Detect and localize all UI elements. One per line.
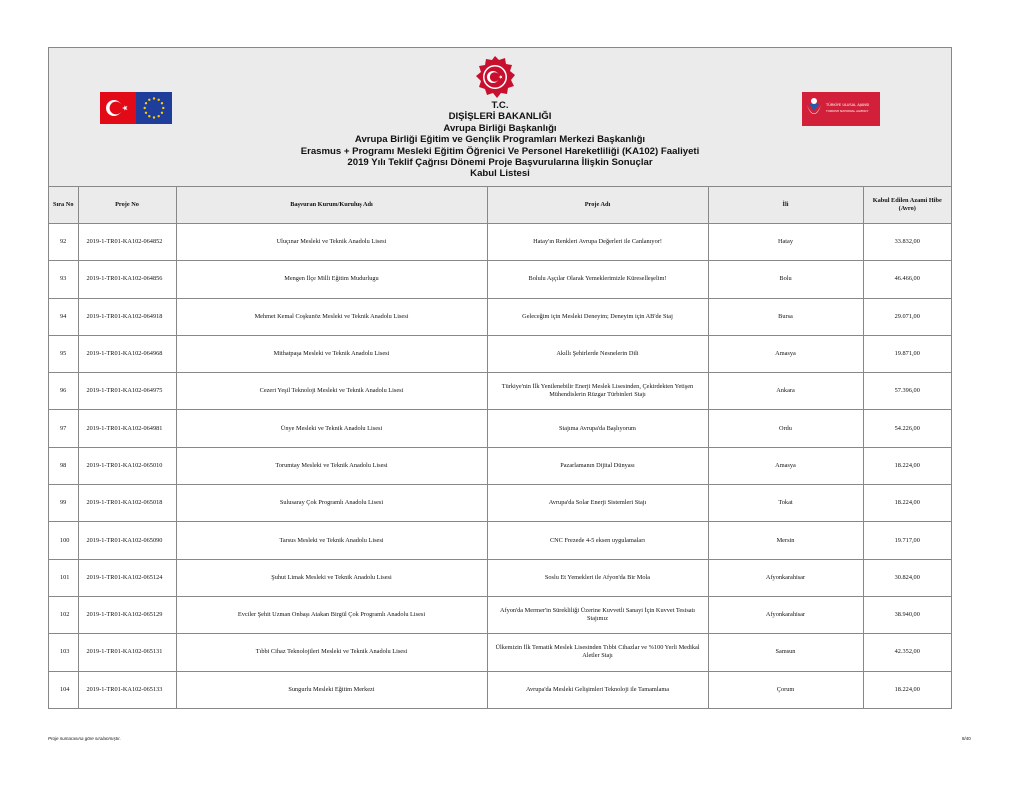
cell-il: Bursa [708,298,863,335]
table-row [49,559,951,596]
cell-sira: 95 [49,335,78,372]
cell-proje-no: 2019-1-TR01-KA102-064968 [78,335,176,372]
footer-note: Proje numarasına göre sıralanmıştır. [48,736,121,741]
cell-hibe: 54.226,00 [863,410,951,447]
title-eu-presidency: Avrupa Birliği Başkanlığı [443,122,557,134]
cell-proje-no: 2019-1-TR01-KA102-064852 [78,224,176,261]
cell-il: Afyonkarahisar [708,559,863,596]
table-row [49,447,951,484]
title-list: Kabul Listesi [470,168,530,180]
cell-kurum: Sungurlu Mesleki Eğitim Merkezi [176,671,487,708]
table-row [49,671,951,708]
title-call: 2019 Yılı Teklif Çağrısı Dönemi Proje Başvurularına İlişkin Sonuçlar [347,157,653,169]
page-number: 8/40 [962,736,971,741]
national-agency-logo [802,92,880,126]
cell-kurum: Tıbbi Cihaz Teknolojileri Mesleki ve Teknik Anadolu Lisesi [176,634,487,671]
table-row [49,596,951,633]
cell-sira: 97 [49,410,78,447]
cell-hibe: 19.717,00 [863,522,951,559]
cell-proje-adi: Ülkemizin İlk Tematik Meslek Lisesinden Tıbbi Cihazlar ve %100 Yerli Medikal Aletler Stajı [487,634,708,671]
cell-hibe: 29.071,00 [863,298,951,335]
table-row [49,373,951,410]
cell-sira: 101 [49,559,78,596]
cell-il: Afyonkarahisar [708,596,863,633]
results-table [49,187,951,708]
cell-kurum: Mehmet Kemal Coşkunöz Mesleki ve Teknik Anadolu Lisesi [176,298,487,335]
cell-proje-adi: Avrupa'da Mesleki Gelişimleri Teknoloji ile Tamamlama [487,671,708,708]
cell-hibe: 30.824,00 [863,559,951,596]
cell-kurum: Mengen İlçe Milli Eğitim Mudurlugu [176,261,487,298]
cell-kurum: Mithatpaşa Mesleki ve Teknik Anadolu Lisesi [176,335,487,372]
table-row [49,485,951,522]
cell-sira: 92 [49,224,78,261]
cell-hibe: 19.871,00 [863,335,951,372]
cell-sira: 93 [49,261,78,298]
column-header-sira: Sıra No [49,187,78,224]
column-header-proje-adi: Proje Adı [487,187,708,224]
cell-proje-no: 2019-1-TR01-KA102-064856 [78,261,176,298]
table-row [49,410,951,447]
svg-text:TURKISH NATIONAL AGENCY: TURKISH NATIONAL AGENCY [826,109,869,113]
column-header-hibe: Kabul Edilen Azami Hibe (Avro) [863,187,951,224]
cell-sira: 102 [49,596,78,633]
title-programme: Erasmus + Programı Mesleki Eğitim Öğrenici Ve Personel Hareketliliği (KA102) Faaliyeti [300,145,700,157]
title-tc: T.C. [491,100,509,111]
cell-hibe: 46.466,00 [863,261,951,298]
cell-proje-adi: Türkiye'nin İlk Yenilenebilir Enerji Meslek Lisesinden, Çekirdekten Yetişen Mühendislerin Rüzgar Türbinleri Stajı [487,373,708,410]
table-row [49,634,951,671]
cell-il: Ankara [708,373,863,410]
cell-kurum: Ünye Mesleki ve Teknik Anadolu Lisesi [176,410,487,447]
cell-kurum: Şuhut Limak Mesleki ve Teknik Anadolu Lisesi [176,559,487,596]
cell-proje-adi: Geleceğim için Mesleki Deneyim; Deneyim için AB'de Staj [487,298,708,335]
table-row [49,335,951,372]
cell-proje-no: 2019-1-TR01-KA102-065124 [78,559,176,596]
cell-proje-no: 2019-1-TR01-KA102-065131 [78,634,176,671]
svg-text:TÜRKİYE ULUSAL AJANSI: TÜRKİYE ULUSAL AJANSI [826,103,870,107]
title-national-agency: Avrupa Birliği Eğitim ve Gençlik Programları Merkezi Başkanlığı [354,134,646,146]
cell-hibe: 18.224,00 [863,447,951,484]
cell-proje-no: 2019-1-TR01-KA102-065018 [78,485,176,522]
column-header-il: İli [708,187,863,224]
ministry-emblem-icon [473,55,517,101]
cell-il: Bolu [708,261,863,298]
cell-proje-adi: Akıllı Şehirlerde Nesnelerin Dili [487,335,708,372]
cell-il: Hatay [708,224,863,261]
title-ministry: DIŞİŞLERİ BAKANLIĞI [448,111,552,123]
cell-proje-adi: Pazarlamanın Dijital Dünyası [487,447,708,484]
cell-proje-adi: Hatay'ın Renkleri Avrupa Değerleri ile Canlanıyor! [487,224,708,261]
column-header-proje-no: Proje No [78,187,176,224]
cell-proje-adi: Stajıma Avrupa'da Başlıyorum [487,410,708,447]
cell-hibe: 38.940,00 [863,596,951,633]
cell-proje-no: 2019-1-TR01-KA102-065133 [78,671,176,708]
cell-sira: 94 [49,298,78,335]
cell-sira: 104 [49,671,78,708]
cell-proje-adi: Avrupa'da Solar Enerji Sistemleri Stajı [487,485,708,522]
cell-il: Çorum [708,671,863,708]
cell-kurum: Uluçınar Mesleki ve Teknik Anadolu Lisesi [176,224,487,261]
cell-proje-adi: Afyon'da Mermer'in Sürekliliği Üzerine Kuvvetli Sanayi İçin Kuvvet Tesisatı Stajımız [487,596,708,633]
cell-hibe: 18.224,00 [863,485,951,522]
cell-kurum: Sulusaray Çok Programlı Anadolu Lisesi [176,485,487,522]
table-header-row [49,187,951,224]
cell-proje-adi: CNC Frezede 4-5 eksen uygulamaları [487,522,708,559]
cell-hibe: 33.832,00 [863,224,951,261]
table-row [49,261,951,298]
cell-sira: 100 [49,522,78,559]
cell-il: Amasya [708,447,863,484]
cell-il: Amasya [708,335,863,372]
cell-il: Mersin [708,522,863,559]
cell-hibe: 18.224,00 [863,671,951,708]
cell-sira: 99 [49,485,78,522]
table-row [49,522,951,559]
cell-kurum: Cezeri Yeşil Teknoloji Mesleki ve Teknik Anadolu Lisesi [176,373,487,410]
cell-sira: 98 [49,447,78,484]
cell-sira: 103 [49,634,78,671]
results-document [48,47,952,709]
cell-il: Tokat [708,485,863,522]
cell-proje-adi: Soslu Et Yemekleri ile Afyon'da Bir Mola [487,559,708,596]
table-row [49,298,951,335]
cell-proje-no: 2019-1-TR01-KA102-064918 [78,298,176,335]
cell-kurum: Tarsus Mesleki ve Teknik Anadolu Lisesi [176,522,487,559]
cell-proje-no: 2019-1-TR01-KA102-064975 [78,373,176,410]
cell-proje-no: 2019-1-TR01-KA102-064981 [78,410,176,447]
column-header-kurum: Başvuran Kurum/Kuruluş Adı [176,187,487,224]
cell-proje-no: 2019-1-TR01-KA102-065010 [78,447,176,484]
cell-sira: 96 [49,373,78,410]
document-header [49,48,951,187]
cell-il: Ordu [708,410,863,447]
cell-kurum: Evciler Şehit Uzman Onbaşı Atakan Birgül Çok Programlı Anadolu Lisesi [176,596,487,633]
cell-proje-adi: Bolulu Aşçılar Olarak Yemeklerimizle Küreselleşelim! [487,261,708,298]
cell-proje-no: 2019-1-TR01-KA102-065090 [78,522,176,559]
cell-il: Samsun [708,634,863,671]
cell-kurum: Torumtay Mesleki ve Teknik Anadolu Lisesi [176,447,487,484]
table-row [49,224,951,261]
cell-hibe: 57.396,00 [863,373,951,410]
cell-hibe: 42.352,00 [863,634,951,671]
cell-proje-no: 2019-1-TR01-KA102-065129 [78,596,176,633]
